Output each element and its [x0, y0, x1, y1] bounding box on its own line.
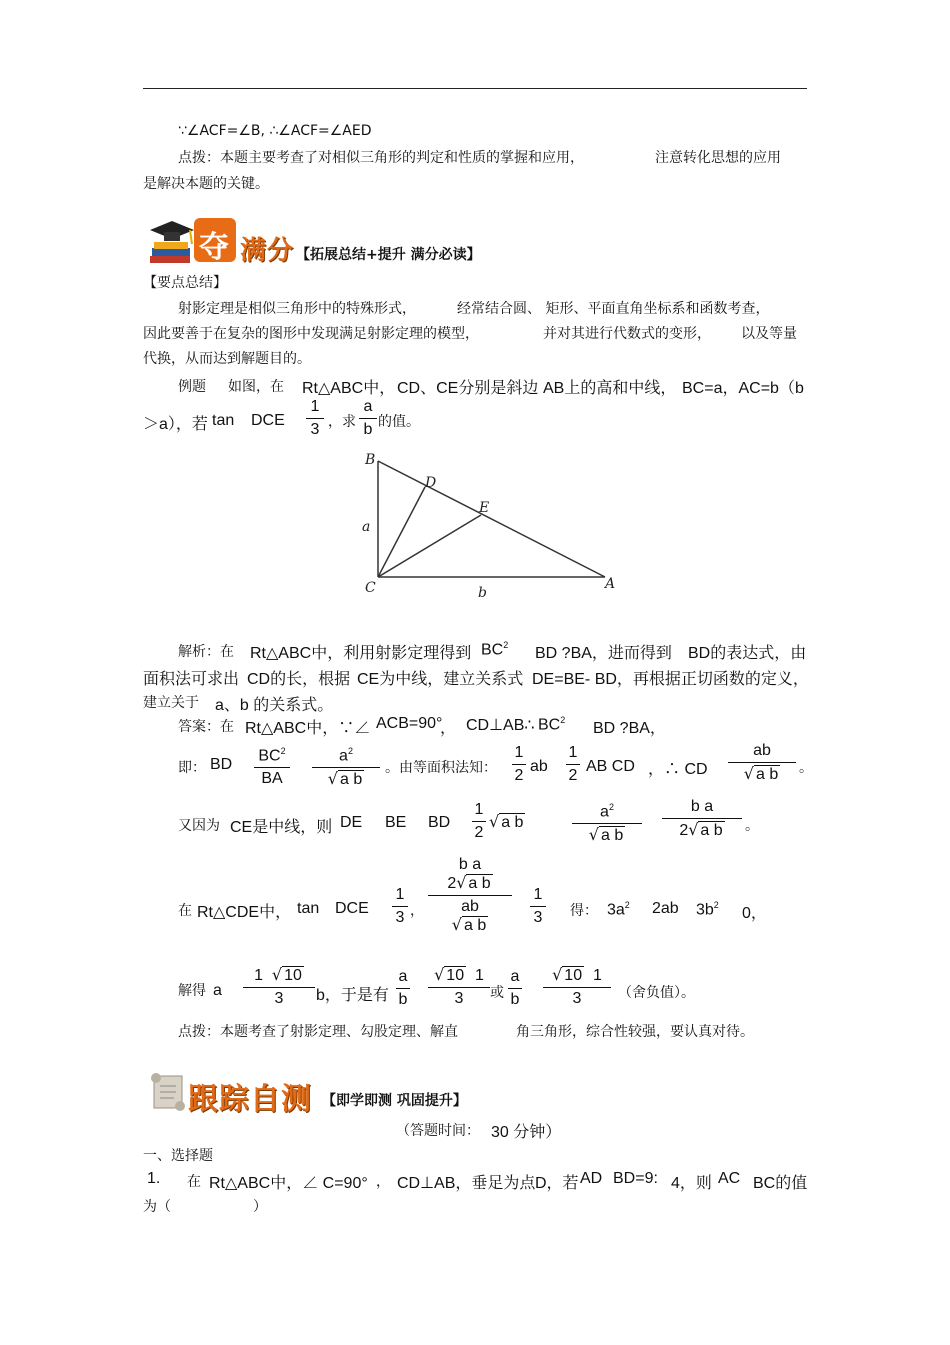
answer-text: ，∴ CD: [648, 761, 708, 778]
analysis-text: BD ?BA，进而得到: [535, 645, 672, 662]
answer-text: BD: [428, 814, 451, 831]
banner-subtitle: 【拓展总结+提升 满分必读】: [296, 247, 481, 263]
example-text: 如图，在: [228, 379, 284, 395]
vertex-D-label: D: [425, 475, 437, 491]
answer-text: BD: [210, 756, 233, 773]
answer-text: 得：: [570, 903, 598, 919]
analysis-text: $BC^2$: [481, 640, 509, 659]
question-text: AD: [580, 1170, 603, 1187]
sqrt-expr: √ a b: [489, 812, 524, 831]
angle-label: DCE: [251, 412, 285, 429]
full-score-banner: [146, 218, 496, 266]
header-rule: [143, 88, 807, 89]
time-value: 30 分钟）: [491, 1124, 562, 1141]
summary-text: 代换，从而达到解题目的。: [143, 351, 311, 367]
example-text: ，求: [328, 414, 356, 430]
answer-text: ab: [530, 758, 548, 775]
fraction-one-third-2: 1 3: [392, 886, 408, 927]
answer-text: BD ?BA，: [593, 720, 666, 737]
fraction-half: 1 2: [512, 744, 526, 785]
fraction-half-2: 1 2: [566, 744, 580, 785]
answer-text: 解得: [178, 983, 206, 999]
hint-line-3: 是解决本题的关键。: [143, 176, 269, 192]
angle-label-2: DCE: [335, 900, 369, 917]
answer-text: Rt△CDE中，: [197, 904, 292, 921]
vertex-B-label: B: [365, 452, 376, 468]
hint-line-2: 注意转化思想的应用: [655, 150, 781, 166]
answer-text: a: [213, 982, 222, 999]
fraction-a-over-b-2: a b: [396, 968, 410, 1009]
hint-line: 点拨：本题主要考查了对相似三角形的判定和性质的掌握和应用，: [178, 150, 584, 166]
question-text: Rt△ABC中，∠ C=90°: [209, 1175, 368, 1192]
fraction-a2-sqrt-2: $a^2$ √ a b: [572, 798, 642, 845]
answer-text: $3b^2$: [696, 900, 719, 919]
summary-text: 射影定理是相似三角形中的特殊形式，: [178, 301, 416, 317]
answer-text: $3a^2$: [607, 900, 630, 919]
question-text: CD⊥AB，垂足为点: [397, 1175, 536, 1192]
fraction-one-third-3: 1 3: [530, 886, 546, 927]
question-text: D，若: [535, 1175, 579, 1192]
banner-subtitle-2: 【即学即测 巩固提升】: [322, 1093, 467, 1109]
fraction-solution-3: √ 10 1 3: [543, 966, 611, 1008]
vertex-E-label: E: [479, 500, 490, 516]
vertex-C-label: C: [365, 580, 376, 596]
answer-text: 2ab: [652, 900, 679, 917]
side-b-label: b: [478, 585, 487, 601]
complex-fraction: b a 2√ a b ab √ a b: [428, 856, 512, 935]
answer-text: 或: [490, 985, 504, 1001]
analysis-text: a、b 的关系式。: [215, 697, 334, 714]
answer-text: $BC^2$: [538, 715, 566, 734]
answer-text: 角三角形，综合性较强，要认真对待。: [516, 1024, 754, 1040]
banner-char: 夺: [199, 230, 229, 265]
tan-label-2: tan: [297, 900, 320, 917]
question-text: 为（: [143, 1199, 171, 1215]
question-text: 在: [187, 1174, 201, 1190]
time-label: （答题时间：: [396, 1123, 480, 1139]
answer-text: DE: [340, 814, 363, 831]
answer-text: Rt△ABC中，∵∠: [245, 720, 371, 737]
question-text: ）: [253, 1199, 267, 1215]
example-text: ＞a），若: [143, 416, 208, 433]
example-text: Rt△ABC中，: [302, 380, 396, 397]
summary-text: 因此要善于在复杂的图形中发现满足射影定理的模型，: [143, 326, 479, 342]
proof-line: ∵∠ACF=∠B, ∴∠ACF=∠AED: [178, 123, 372, 139]
analysis-text: DE=BE- BD，再根据正切函数的定义，: [532, 671, 809, 688]
analysis-text: 建立关于: [143, 695, 199, 711]
answer-text: ，: [440, 720, 457, 737]
answer-text: 0，: [742, 905, 767, 922]
fraction-ab-sqrt: ab √ a b: [728, 742, 796, 784]
answer-text: 即：: [178, 760, 206, 776]
summary-heading: 【要点总结】: [143, 275, 227, 291]
answer-text: 点拨：本题考查了射影定理、勾股定理、解直: [178, 1024, 458, 1040]
example-text: AB上的高和中线，: [543, 380, 677, 397]
answer-text: （舍负值）。: [618, 985, 695, 1001]
answer-text: CE是中线，则: [230, 819, 333, 836]
analysis-text: CD的长，根据: [247, 671, 351, 688]
answer-text: 。由等面积法知：: [385, 760, 497, 776]
fraction-one-third: 1 3: [306, 398, 324, 439]
graduation-cap-icon: [146, 218, 198, 266]
triangle-figure: [355, 447, 625, 607]
answer-text: ACB=90°: [376, 715, 443, 732]
self-test-banner: [150, 1070, 490, 1117]
summary-text: 并对其进行代数式的变形，: [543, 326, 711, 342]
answer-text: CD⊥AB∴: [466, 717, 535, 734]
analysis-text: Rt△ABC中，利用射影定理得到: [250, 645, 472, 662]
vertex-A-label: A: [605, 576, 616, 592]
fraction-b2-a2: b a 2√ a b: [662, 798, 742, 840]
question-number: 1.: [147, 1170, 161, 1187]
summary-text: 以及等量: [741, 326, 797, 342]
question-text: BC的值: [753, 1175, 808, 1192]
example-text: BC=a，AC=b（b: [682, 380, 804, 397]
analysis-text: 解析：在: [178, 644, 234, 660]
answer-text: 。: [745, 818, 759, 834]
example-text: 的值。: [378, 414, 420, 430]
answer-text: BE: [385, 814, 407, 831]
section-heading: 一、选择题: [143, 1148, 213, 1164]
analysis-text: CE为中线，建立关系式: [357, 671, 524, 688]
answer-text: AB CD: [586, 758, 635, 775]
answer-text: b，于是有: [316, 987, 389, 1004]
answer-text: 又因为: [178, 818, 220, 834]
question-text: 4，则: [671, 1175, 712, 1192]
analysis-text: BD的表达式，由: [688, 645, 807, 662]
answer-text: 在: [178, 903, 192, 919]
fraction-a-over-b: a b: [359, 398, 377, 439]
banner-title: 满分: [240, 236, 295, 266]
fraction-solution: 1 √ 10 3: [243, 966, 315, 1008]
banner-char-box: [194, 218, 236, 265]
fraction-a-over-b-3: a b: [508, 968, 522, 1009]
question-text: AC: [718, 1170, 741, 1187]
question-text: ，: [376, 1174, 390, 1190]
fraction-solution-2: √ 10 1 3: [428, 966, 490, 1008]
example-label: 例题: [178, 379, 206, 395]
question-text: BD=9:: [613, 1170, 658, 1187]
analysis-text: 面积法可求出: [143, 671, 240, 688]
summary-text: 经常结合圆、 矩形、平面直角坐标系和函数考查，: [457, 301, 770, 317]
side-a-label: a: [362, 519, 371, 535]
scroll-icon: [150, 1070, 188, 1112]
answer-text: 。: [799, 760, 813, 776]
answer-text: ，: [410, 903, 424, 919]
example-text: CD、CE分别是斜边: [397, 380, 539, 397]
tan-label: tan: [212, 412, 235, 429]
fraction-a2-sqrt: $a^2$ √ a b: [312, 742, 380, 789]
fraction-bc2-ba: $BC^2$ BA: [254, 742, 290, 788]
banner-title-2: 跟踪自测: [188, 1082, 312, 1117]
fraction-half-3: 1 2: [472, 801, 486, 842]
answer-text: 答案：在: [178, 719, 234, 735]
